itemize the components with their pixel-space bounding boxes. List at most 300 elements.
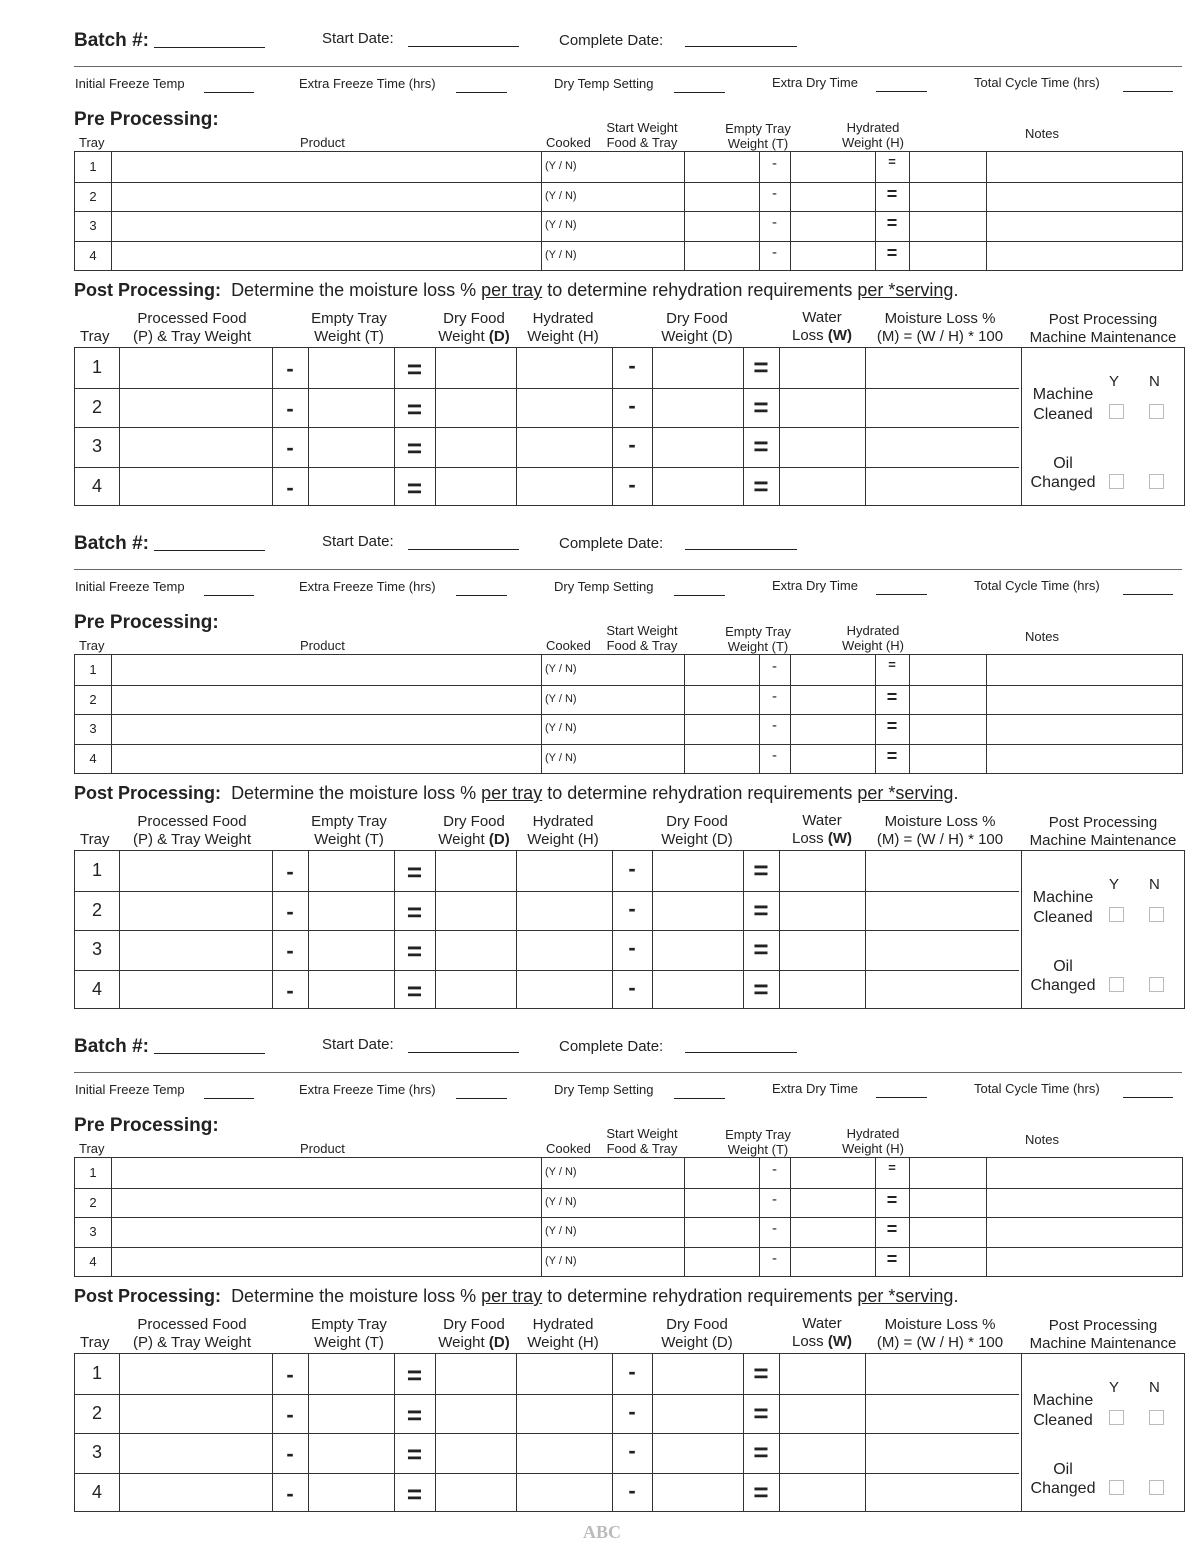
pre-col-cooked: Cooked (546, 638, 591, 653)
oil-label: Oil (1053, 455, 1073, 472)
instruction-per-tray: per tray (481, 280, 543, 300)
pre-start-weight-field[interactable] (685, 152, 758, 181)
pre-start-weight-field[interactable] (685, 685, 758, 714)
pre-notes-field[interactable] (987, 152, 1183, 181)
post-minus-sign: - (286, 977, 294, 1003)
complete-date-label: Complete Date: (559, 1038, 664, 1055)
pre-hydrated-weight-field[interactable] (910, 744, 985, 773)
post-hydrated-weight-field[interactable] (517, 1433, 611, 1471)
pre-col-start-weight-line2: Food & Tray (606, 135, 678, 150)
pre-empty-tray-field[interactable] (791, 211, 874, 240)
post-dry-food-field[interactable] (436, 851, 515, 889)
dry-temp-setting-label: Dry Temp Setting (554, 1082, 654, 1097)
post-col-dry-food (434, 813, 514, 849)
pre-cooked-yn[interactable]: (Y / N) (545, 189, 577, 202)
pre-cooked-yn[interactable]: (Y / N) (545, 692, 577, 705)
machine-cleaned-no-checkbox[interactable] (1149, 907, 1164, 922)
pre-hydrated-weight-field[interactable] (910, 655, 985, 684)
pre-col-notes: Notes (1025, 1132, 1059, 1147)
post-minus-sign: - (286, 938, 294, 963)
maintenance-no-label: N (1149, 1379, 1160, 1396)
pre-empty-tray-field[interactable] (791, 152, 874, 181)
pre-col-empty-tray-line2: Weight (T) (727, 639, 789, 654)
post-minus-sign-2: - (628, 895, 636, 921)
post-col-water-loss-line2 (780, 1333, 864, 1351)
extra-dry-time-field[interactable] (876, 594, 927, 595)
pre-empty-tray-field[interactable] (791, 182, 874, 211)
post-water-loss-field[interactable] (780, 427, 864, 465)
post-dry-food-field[interactable] (436, 930, 515, 968)
pre-empty-tray-field[interactable] (791, 1247, 874, 1276)
pre-start-weight-field[interactable] (685, 655, 758, 684)
post-empty-tray-field[interactable] (309, 427, 393, 465)
pre-product-field[interactable] (112, 714, 540, 743)
pre-col-notes: Notes (1025, 126, 1059, 141)
batch-number-field[interactable] (154, 550, 265, 551)
pre-hydrated-weight-field[interactable] (910, 241, 985, 270)
dry-temp-setting-field[interactable] (674, 1098, 725, 1099)
pre-hydrated-weight-field[interactable] (910, 152, 985, 181)
post-empty-tray-field[interactable] (309, 970, 393, 1008)
pre-notes-field[interactable] (987, 211, 1183, 240)
pre-start-weight-field[interactable] (685, 211, 758, 240)
pre-processing-title: Pre Processing: (74, 109, 219, 130)
post-tray-number: 1 (91, 860, 102, 880)
batch-number-field[interactable] (154, 47, 265, 48)
pre-hydrated-weight-field[interactable] (910, 1188, 985, 1217)
brand-logo: ABC (582, 1522, 621, 1542)
pre-tray-number: 3 (89, 218, 97, 233)
divider (74, 1072, 1182, 1073)
pre-processing-table (74, 1157, 1183, 1277)
total-cycle-time-field[interactable] (1123, 1097, 1173, 1098)
post-col-dry-food-2 (650, 1316, 744, 1352)
post-moisture-loss-field[interactable] (866, 427, 1020, 465)
pre-col-product: Product (300, 638, 345, 653)
post-water-loss-field[interactable] (780, 930, 864, 968)
post-empty-tray-field[interactable] (309, 1473, 393, 1511)
post-col-moisture-loss-line2: (M) = (W / H) * 100 (876, 831, 1004, 848)
post-minus-sign-2: - (628, 974, 636, 1000)
pre-product-field[interactable] (112, 182, 540, 211)
post-moisture-loss-field[interactable] (866, 388, 1020, 426)
post-processed-weight-field[interactable] (120, 388, 271, 426)
post-hydrated-weight-field[interactable] (517, 1354, 611, 1392)
extra-freeze-time-field[interactable] (456, 595, 507, 596)
post-hydrated-weight-field[interactable] (517, 467, 611, 505)
start-date-label: Start Date: (322, 30, 394, 47)
extra-freeze-time-field[interactable] (456, 92, 507, 93)
pre-start-weight-field[interactable] (685, 744, 758, 773)
instruction-text-2: to determine rehydration requirements (547, 783, 853, 803)
post-water-loss-field[interactable] (780, 1394, 864, 1432)
pre-col-tray: Tray (79, 135, 105, 150)
post-empty-tray-field[interactable] (309, 467, 393, 505)
post-processed-weight-field[interactable] (120, 1394, 271, 1432)
initial-freeze-temp-label: Initial Freeze Temp (75, 579, 185, 594)
post-dry-food-2-field[interactable] (653, 348, 742, 386)
post-dry-food-field[interactable] (436, 1473, 515, 1511)
pre-notes-field[interactable] (987, 1158, 1183, 1187)
post-minus-sign-2: - (628, 392, 636, 418)
pre-start-weight-field[interactable] (685, 1158, 758, 1187)
pre-notes-field[interactable] (987, 1247, 1183, 1276)
complete-date-field[interactable] (685, 1052, 797, 1053)
pre-notes-field[interactable] (987, 685, 1183, 714)
pre-notes-field[interactable] (987, 714, 1183, 743)
instruction-per-serving: per *serving (857, 783, 954, 803)
post-hydrated-weight-field[interactable] (517, 930, 611, 968)
pre-start-weight-field[interactable] (685, 182, 758, 211)
post-empty-tray-field[interactable] (309, 851, 393, 889)
post-col-processed-line2: (P) & Tray Weight (132, 328, 252, 345)
post-dry-food-2-field[interactable] (653, 970, 742, 1008)
post-equals-sign: = (406, 1478, 423, 1509)
post-water-loss-field[interactable] (780, 1473, 864, 1511)
post-empty-tray-field[interactable] (309, 1433, 393, 1471)
machine-cleaned-yes-checkbox[interactable] (1109, 907, 1124, 922)
pre-start-weight-field[interactable] (685, 1217, 758, 1246)
pre-equals-sign: = (886, 1248, 898, 1269)
maintenance-no-label: N (1149, 373, 1160, 390)
pre-col-product: Product (300, 1141, 345, 1156)
post-col-hydrated-line2: Weight (H) (527, 831, 599, 848)
post-dry-food-2-field[interactable] (653, 427, 742, 465)
pre-product-field[interactable] (112, 685, 540, 714)
post-processing-heading (74, 280, 958, 301)
post-col-water-loss-line1: Water (802, 309, 842, 326)
post-equals-sign-2: = (753, 934, 769, 964)
post-col-dry-food-2-line2: Weight (D) (661, 831, 733, 848)
post-moisture-loss-field[interactable] (866, 1433, 1020, 1471)
post-empty-tray-field[interactable] (309, 930, 393, 968)
pre-empty-tray-field[interactable] (791, 655, 874, 684)
pre-notes-field[interactable] (987, 1188, 1183, 1217)
oil-changed-no-checkbox[interactable] (1149, 1480, 1164, 1495)
post-hydrated-weight-field[interactable] (517, 891, 611, 929)
post-moisture-loss-field[interactable] (866, 970, 1020, 1008)
batch-section-3 (0, 1006, 1200, 1509)
post-col-moisture-loss (866, 310, 1014, 346)
post-minus-sign: - (286, 898, 294, 924)
post-hydrated-weight-field[interactable] (517, 1473, 611, 1511)
post-processed-weight-field[interactable] (120, 467, 271, 505)
pre-start-weight-field[interactable] (685, 714, 758, 743)
dry-temp-setting-field[interactable] (674, 595, 725, 596)
pre-minus-sign: - (772, 184, 777, 202)
post-col-processed (120, 310, 264, 346)
pre-empty-tray-field[interactable] (791, 1188, 874, 1217)
pre-equals-sign: = (886, 242, 898, 263)
post-moisture-loss-field[interactable] (866, 930, 1020, 968)
post-col-machine-maintenance-line2: Machine Maintenance (1029, 832, 1177, 849)
post-col-hydrated (516, 813, 610, 849)
post-dry-food-field[interactable] (436, 1354, 515, 1392)
post-empty-tray-field[interactable] (309, 388, 393, 426)
post-minus-sign: - (286, 395, 294, 421)
post-moisture-loss-field[interactable] (866, 891, 1020, 929)
pre-product-field[interactable] (112, 1247, 540, 1276)
post-col-machine-maintenance-line2: Machine Maintenance (1029, 329, 1177, 346)
pre-cooked-yn[interactable]: (Y / N) (545, 751, 577, 764)
complete-date-field[interactable] (685, 549, 797, 550)
pre-product-field[interactable] (112, 655, 540, 684)
post-dry-food-2-field[interactable] (653, 388, 742, 426)
post-tray-number: 4 (91, 475, 102, 496)
pre-start-weight-field[interactable] (685, 1247, 758, 1276)
post-dry-food-2-field[interactable] (653, 1354, 742, 1392)
oil-changed-no-checkbox[interactable] (1149, 474, 1164, 489)
total-cycle-time-label: Total Cycle Time (hrs) (974, 1081, 1100, 1096)
pre-empty-tray-field[interactable] (791, 1158, 874, 1187)
post-hydrated-weight-field[interactable] (517, 851, 611, 889)
pre-hydrated-weight-field[interactable] (910, 1217, 985, 1246)
pre-start-weight-field[interactable] (685, 1188, 758, 1217)
post-moisture-loss-field[interactable] (866, 1473, 1020, 1511)
cleaned-label: Cleaned (1033, 909, 1093, 926)
post-moisture-loss-field[interactable] (866, 467, 1020, 505)
pre-product-field[interactable] (112, 1188, 540, 1217)
post-dry-food-field[interactable] (436, 1433, 515, 1471)
pre-notes-field[interactable] (987, 1217, 1183, 1246)
oil-changed-yes-checkbox[interactable] (1109, 474, 1124, 489)
post-empty-tray-field[interactable] (309, 891, 393, 929)
post-hydrated-weight-field[interactable] (517, 348, 611, 386)
post-processed-weight-field[interactable] (120, 1433, 271, 1471)
post-col-moisture-loss (866, 813, 1014, 849)
post-dry-food-2-field[interactable] (653, 891, 742, 929)
post-empty-tray-field[interactable] (309, 1354, 393, 1392)
post-hydrated-weight-field[interactable] (517, 970, 611, 1008)
pre-minus-sign: - (772, 1249, 777, 1267)
instruction-text-1: Determine the moisture loss % (231, 280, 477, 300)
pre-cooked-yn[interactable]: (Y / N) (545, 219, 577, 231)
post-hydrated-weight-field[interactable] (517, 1394, 611, 1432)
pre-notes-field[interactable] (987, 182, 1183, 211)
pre-hydrated-weight-field[interactable] (910, 714, 985, 743)
post-dry-food-2-field[interactable] (653, 1433, 742, 1471)
pre-notes-field[interactable] (987, 744, 1183, 773)
pre-hydrated-weight-field[interactable] (910, 211, 985, 240)
post-dry-food-field[interactable] (436, 467, 515, 505)
post-processed-weight-field[interactable] (120, 970, 271, 1008)
post-dry-food-field[interactable] (436, 348, 515, 386)
oil-label: Oil (1053, 1461, 1073, 1478)
pre-notes-field[interactable] (987, 241, 1183, 270)
pre-cooked-yn[interactable]: (Y / N) (545, 1254, 577, 1267)
pre-product-field[interactable] (112, 1217, 540, 1246)
batch-number-field[interactable] (154, 1053, 265, 1054)
pre-hydrated-weight-field[interactable] (910, 685, 985, 714)
post-dry-food-field[interactable] (436, 970, 515, 1008)
post-minus-sign: - (286, 1401, 294, 1427)
machine-cleaned-yes-checkbox[interactable] (1109, 404, 1124, 419)
post-dry-food-field[interactable] (436, 1394, 515, 1432)
post-processed-weight-field[interactable] (120, 851, 271, 889)
post-col-dry-food-2-line1: Dry Food (666, 1316, 728, 1333)
post-col-hydrated-line1: Hydrated (532, 813, 594, 830)
post-col-water-loss-line1: Water (802, 1315, 842, 1332)
pre-minus-sign: - (772, 214, 777, 231)
pre-empty-tray-field[interactable] (791, 685, 874, 714)
pre-col-empty-tray-line1: Empty Tray (725, 1127, 791, 1142)
instruction-per-tray: per tray (481, 783, 543, 803)
oil-changed-yes-checkbox[interactable] (1109, 1480, 1124, 1495)
post-tray-number: 4 (91, 1481, 102, 1502)
machine-cleaned-yes-checkbox[interactable] (1109, 1410, 1124, 1425)
initial-freeze-temp-label: Initial Freeze Temp (75, 76, 185, 91)
post-hydrated-weight-field[interactable] (517, 388, 611, 426)
pre-empty-tray-field[interactable] (791, 744, 874, 773)
oil-changed-yes-checkbox[interactable] (1109, 977, 1124, 992)
total-cycle-time-field[interactable] (1123, 91, 1173, 92)
pre-minus-sign: - (772, 1161, 777, 1178)
post-col-machine-maintenance (1022, 311, 1184, 347)
cleaned-label: Cleaned (1033, 406, 1093, 423)
pre-empty-tray-field[interactable] (791, 1217, 874, 1246)
oil-changed-no-checkbox[interactable] (1149, 977, 1164, 992)
post-col-hydrated (516, 1316, 610, 1352)
post-hydrated-weight-field[interactable] (517, 427, 611, 465)
initial-freeze-temp-field[interactable] (204, 1098, 254, 1099)
post-col-machine-maintenance-line2: Machine Maintenance (1029, 1335, 1177, 1352)
pre-equals-sign: = (886, 1219, 898, 1239)
batch-section-2 (0, 503, 1200, 1006)
instruction-per-serving: per *serving (857, 1286, 954, 1306)
machine-cleaned-no-checkbox[interactable] (1149, 1410, 1164, 1425)
pre-col-hydrated-line1: Hydrated (846, 1126, 900, 1141)
initial-freeze-temp-field[interactable] (204, 595, 254, 596)
divider (74, 569, 1182, 570)
extra-dry-time-field[interactable] (876, 91, 927, 92)
pre-col-hydrated (830, 623, 916, 653)
pre-hydrated-weight-field[interactable] (910, 1158, 985, 1187)
pre-notes-field[interactable] (987, 655, 1183, 684)
post-processed-weight-field[interactable] (120, 891, 271, 929)
post-water-loss-field[interactable] (780, 891, 864, 929)
pre-equals-sign: = (886, 213, 898, 233)
post-moisture-loss-field[interactable] (866, 851, 1020, 889)
pre-col-start-weight (599, 1126, 685, 1156)
pre-cooked-yn[interactable]: (Y / N) (545, 1195, 577, 1208)
post-col-water-loss-loss: Loss (791, 830, 824, 847)
extra-freeze-time-field[interactable] (456, 1098, 507, 1099)
post-col-hydrated-line2: Weight (H) (527, 328, 599, 345)
pre-cooked-yn[interactable]: (Y / N) (545, 663, 577, 675)
post-processed-weight-field[interactable] (120, 930, 271, 968)
start-date-field[interactable] (408, 1052, 519, 1053)
post-water-loss-field[interactable] (780, 970, 864, 1008)
extra-dry-time-field[interactable] (876, 1097, 927, 1098)
pre-product-field[interactable] (112, 241, 540, 270)
pre-cooked-yn[interactable]: (Y / N) (545, 1166, 577, 1178)
post-processed-weight-field[interactable] (120, 348, 271, 386)
post-dry-food-field[interactable] (436, 427, 515, 465)
pre-minus-sign: - (772, 1220, 777, 1237)
pre-cooked-yn[interactable]: (Y / N) (545, 160, 577, 172)
post-water-loss-field[interactable] (780, 467, 864, 505)
pre-cooked-yn[interactable]: (Y / N) (545, 722, 577, 734)
post-empty-tray-field[interactable] (309, 1394, 393, 1432)
post-col-dry-food-line2 (434, 831, 514, 849)
pre-start-weight-field[interactable] (685, 241, 758, 270)
instruction-text-2: to determine rehydration requirements (547, 1286, 853, 1306)
pre-cooked-yn[interactable]: (Y / N) (545, 1225, 577, 1237)
pre-cooked-yn[interactable]: (Y / N) (545, 248, 577, 261)
post-processed-weight-field[interactable] (120, 1473, 271, 1511)
post-moisture-loss-field[interactable] (866, 348, 1020, 386)
post-col-water-loss-line2 (780, 830, 864, 848)
post-processing-title: Post Processing: (74, 1286, 222, 1306)
start-date-field[interactable] (408, 549, 519, 550)
post-water-loss-field[interactable] (780, 851, 864, 889)
pre-product-field[interactable] (112, 211, 540, 240)
pre-product-field[interactable] (112, 152, 540, 181)
post-moisture-loss-field[interactable] (866, 1354, 1020, 1392)
extra-dry-time-label: Extra Dry Time (772, 75, 858, 90)
post-empty-tray-field[interactable] (309, 348, 393, 386)
total-cycle-time-field[interactable] (1123, 594, 1173, 595)
post-equals-sign: = (406, 1439, 423, 1469)
pre-empty-tray-field[interactable] (791, 241, 874, 270)
post-dry-food-2-field[interactable] (653, 930, 742, 968)
post-col-dry-food-weight: Weight (438, 831, 485, 848)
post-dry-food-2-field[interactable] (653, 467, 742, 505)
post-water-loss-field[interactable] (780, 348, 864, 386)
post-minus-sign: - (286, 859, 294, 884)
machine-label: Machine (1032, 889, 1094, 906)
machine-cleaned-no-checkbox[interactable] (1149, 404, 1164, 419)
pre-hydrated-weight-field[interactable] (910, 182, 985, 211)
pre-tray-number: 1 (89, 662, 97, 677)
pre-product-field[interactable] (112, 744, 540, 773)
post-water-loss-field[interactable] (780, 1354, 864, 1392)
pre-empty-tray-field[interactable] (791, 714, 874, 743)
post-col-dry-food-2 (650, 813, 744, 849)
post-water-loss-field[interactable] (780, 388, 864, 426)
post-col-water-loss-w: (W) (827, 1333, 852, 1350)
pre-tray-number: 1 (89, 1165, 97, 1180)
post-dry-food-field[interactable] (436, 891, 515, 929)
post-dry-food-field[interactable] (436, 388, 515, 426)
maintenance-yes-label: Y (1109, 1379, 1120, 1396)
pre-equals-sign: = (888, 1160, 896, 1175)
instruction-text-1: Determine the moisture loss % (231, 783, 477, 803)
post-moisture-loss-field[interactable] (866, 1394, 1020, 1432)
initial-freeze-temp-field[interactable] (204, 92, 254, 93)
initial-freeze-temp-label: Initial Freeze Temp (75, 1082, 185, 1097)
start-date-label: Start Date: (322, 1036, 394, 1053)
post-processed-weight-field[interactable] (120, 1354, 271, 1392)
post-equals-sign-2: = (753, 431, 769, 461)
post-col-empty-tray-line1: Empty Tray (311, 813, 387, 830)
post-equals-sign-2: = (753, 894, 769, 925)
post-processed-weight-field[interactable] (120, 427, 271, 465)
dry-temp-setting-field[interactable] (674, 92, 725, 93)
post-dry-food-2-field[interactable] (653, 1394, 742, 1432)
complete-date-field[interactable] (685, 46, 797, 47)
pre-hydrated-weight-field[interactable] (910, 1247, 985, 1276)
instruction-end: . (953, 280, 959, 300)
pre-product-field[interactable] (112, 1158, 540, 1187)
post-dry-food-2-field[interactable] (653, 1473, 742, 1511)
post-dry-food-2-field[interactable] (653, 851, 742, 889)
pre-equals-sign: = (886, 686, 898, 707)
pre-equals-sign: = (888, 657, 896, 672)
post-col-empty-tray-line2: Weight (T) (314, 1334, 384, 1351)
start-date-field[interactable] (408, 46, 519, 47)
post-water-loss-field[interactable] (780, 1433, 864, 1471)
